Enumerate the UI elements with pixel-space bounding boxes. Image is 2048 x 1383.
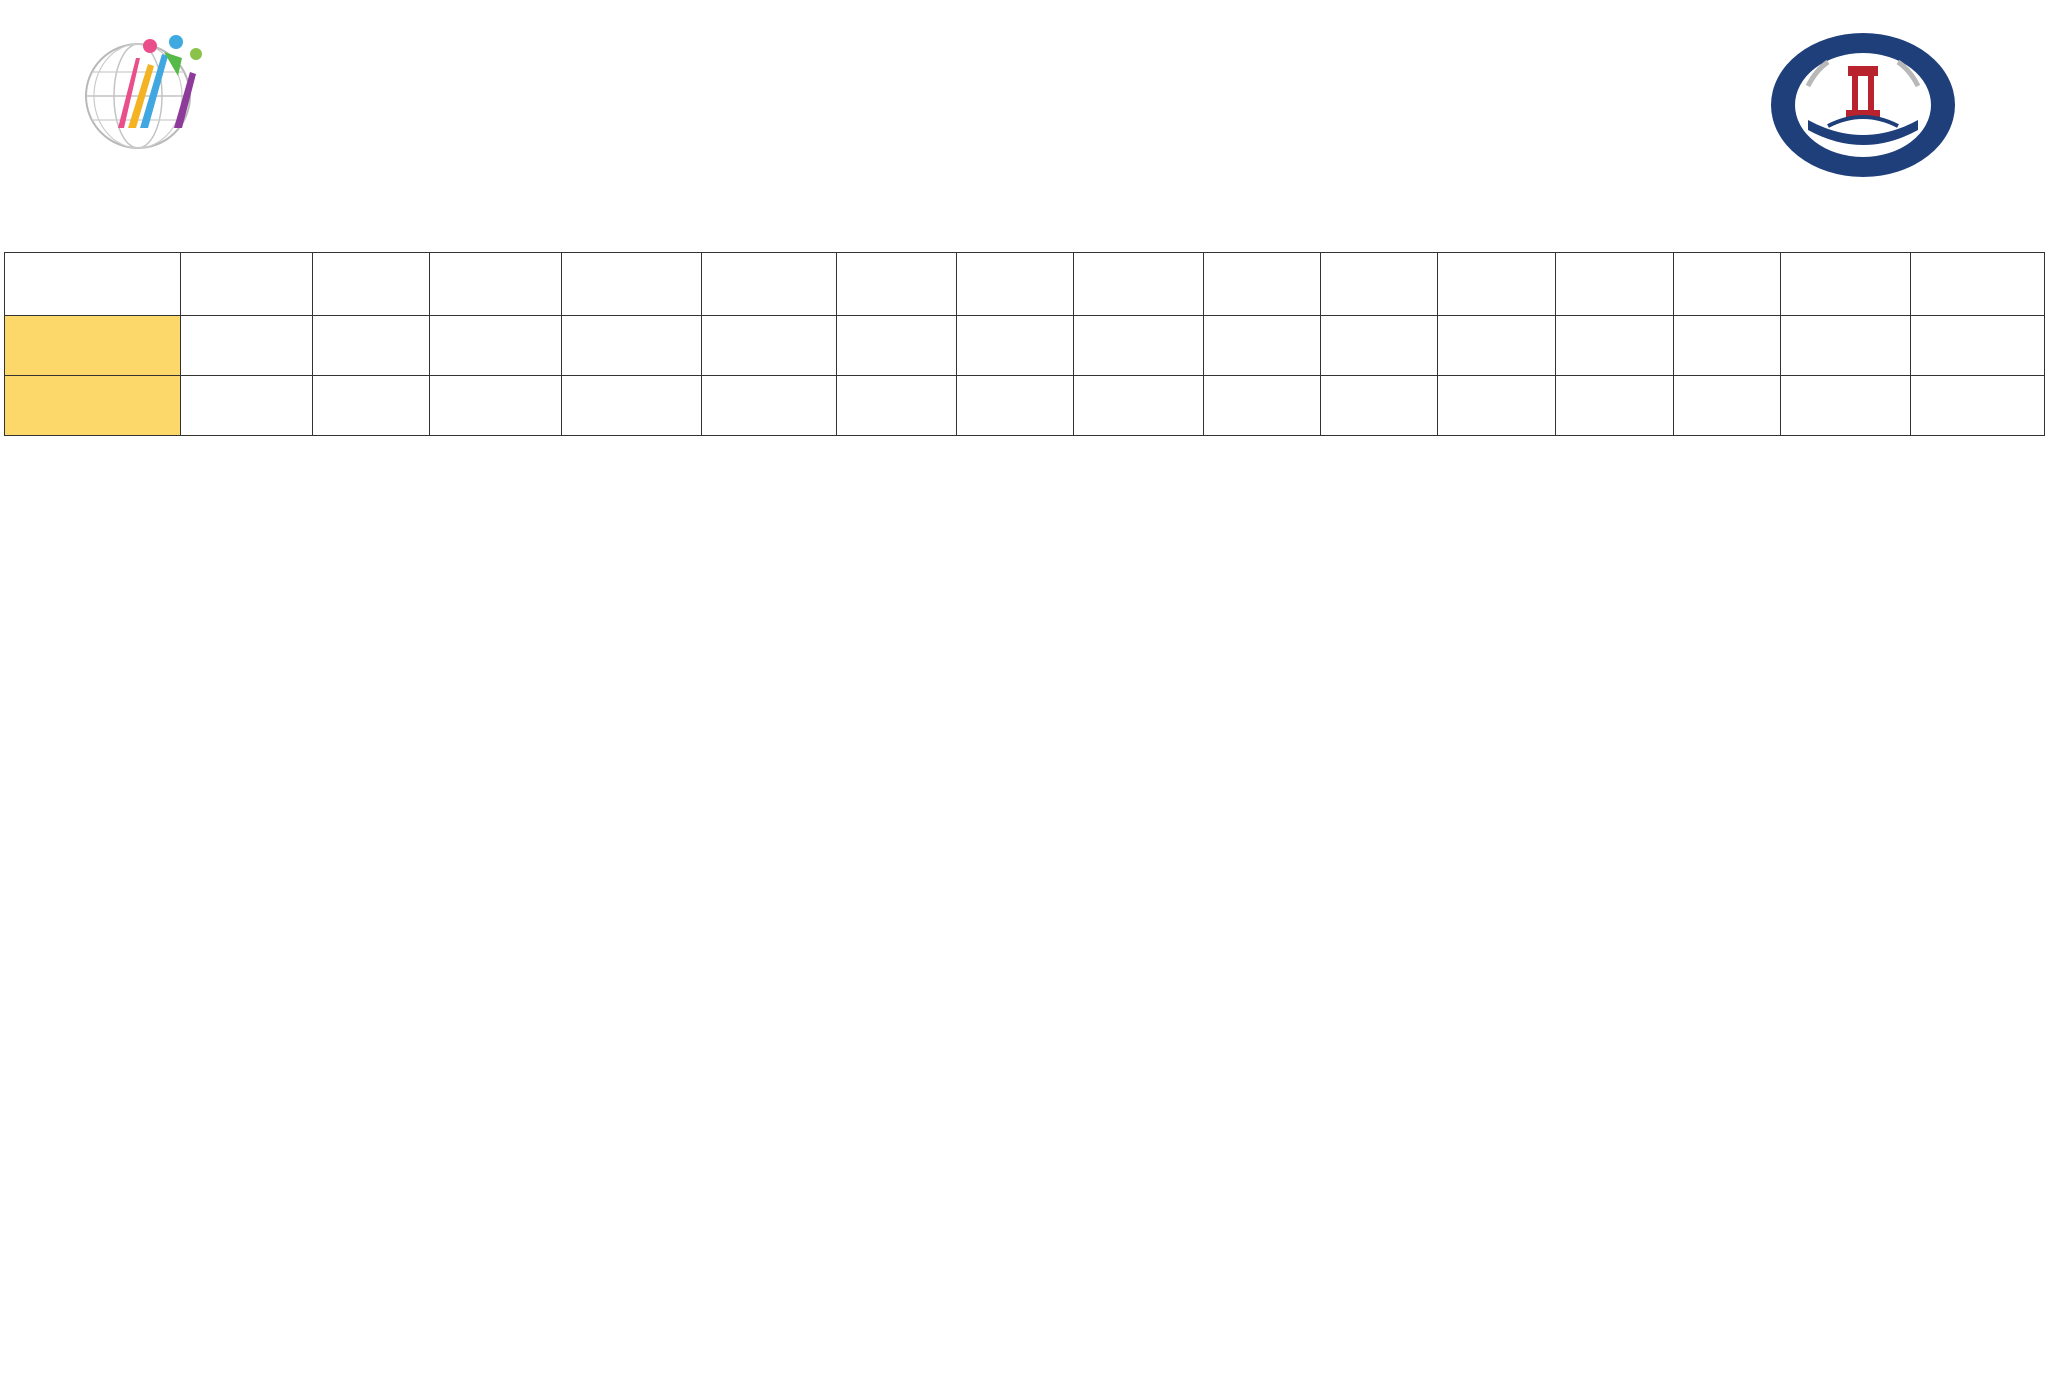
- table-header-row: [5, 253, 2045, 316]
- header-g6: [1321, 253, 1438, 316]
- exam-cell-g3: [702, 376, 837, 436]
- header-g2b: [562, 253, 702, 316]
- table-row: [5, 376, 2045, 436]
- exam-cell-g10: [1781, 316, 1911, 376]
- header-g4b: [957, 253, 1074, 316]
- exam-cell-g2b: [562, 376, 702, 436]
- table-body: [5, 316, 2045, 436]
- exam-cell-g1a: [181, 376, 313, 436]
- exam-cell-g5a: [1074, 376, 1204, 436]
- header-g7: [1438, 253, 1556, 316]
- exam-cell-g11: [1911, 376, 2045, 436]
- exam-cell-g1b: [313, 316, 430, 376]
- table-row: [5, 316, 2045, 376]
- exam-cell-g9: [1674, 376, 1781, 436]
- exam-cell-g11: [1911, 316, 2045, 376]
- exam-cell-g4b: [957, 376, 1074, 436]
- exam-cell-g8: [1556, 316, 1674, 376]
- exam-cell-g5a: [1074, 316, 1204, 376]
- exam-cell-g3: [702, 316, 837, 376]
- exam-cell-g6: [1321, 316, 1438, 376]
- seal-icon: [1768, 30, 1958, 180]
- globe-books-icon: [78, 28, 248, 158]
- exam-cell-g2a: [430, 376, 562, 436]
- exam-cell-g1b: [313, 376, 430, 436]
- exam-cell-g4b: [957, 316, 1074, 376]
- exam-cell-g10: [1781, 376, 1911, 436]
- school-seal-right: [1768, 30, 1958, 180]
- exam-cell-g4a: [837, 376, 957, 436]
- school-logo-left: [78, 28, 408, 188]
- exam-cell-g2b: [562, 316, 702, 376]
- header-g3: [702, 253, 837, 316]
- exam-cell-g9: [1674, 316, 1781, 376]
- header-g4a: [837, 253, 957, 316]
- header-g9: [1674, 253, 1781, 316]
- header-g5a: [1074, 253, 1204, 316]
- exam-cell-g1a: [181, 316, 313, 376]
- header-g1b: [313, 253, 430, 316]
- exam-cell-g6: [1321, 376, 1438, 436]
- exam-cell-g7: [1438, 316, 1556, 376]
- exam-cell-g4a: [837, 316, 957, 376]
- day-date-cell: [5, 376, 181, 436]
- header-g8: [1556, 253, 1674, 316]
- exam-cell-g7: [1438, 376, 1556, 436]
- exam-cell-g2a: [430, 316, 562, 376]
- header-day-date: [5, 253, 181, 316]
- header-g1a: [181, 253, 313, 316]
- header-g5b: [1204, 253, 1321, 316]
- day-date-cell: [5, 316, 181, 376]
- exam-cell-g5b: [1204, 316, 1321, 376]
- exam-schedule-table: [4, 252, 2045, 436]
- header-g2a: [430, 253, 562, 316]
- exam-cell-g8: [1556, 376, 1674, 436]
- exam-cell-g5b: [1204, 376, 1321, 436]
- header-g10: [1781, 253, 1911, 316]
- header-g11: [1911, 253, 2045, 316]
